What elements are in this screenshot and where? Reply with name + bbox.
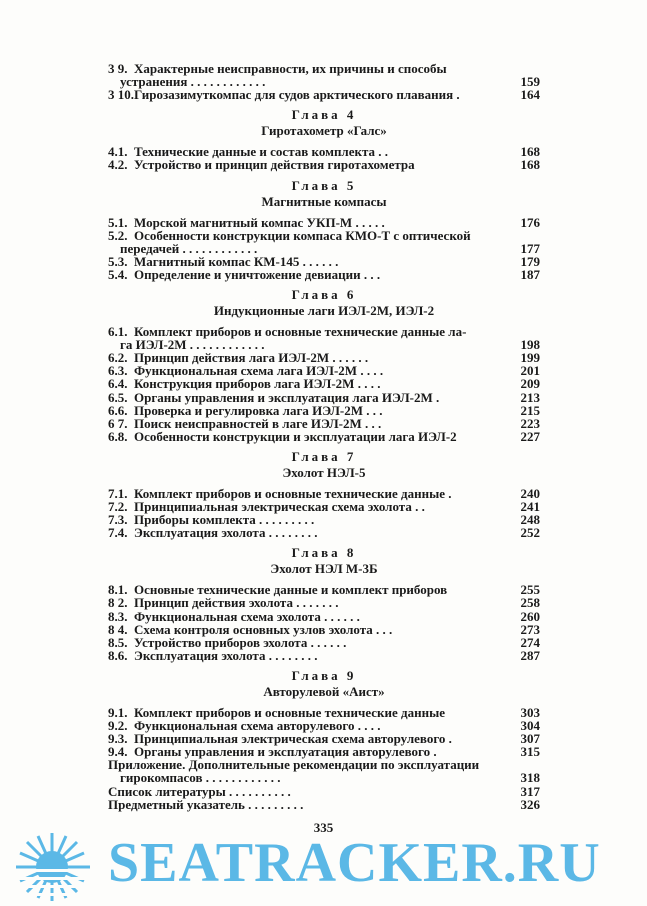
toc-entry — [108, 732, 540, 745]
toc-entry — [120, 75, 540, 88]
toc-entry — [108, 391, 540, 404]
toc-entry — [108, 785, 540, 798]
toc-entry-page: 304 — [520, 718, 540, 733]
sun-rays-icon — [6, 833, 106, 901]
toc-entry-title: Комплект приборов и основные технические данные . — [134, 485, 452, 501]
toc-entry-title: Органы управления и эксплуатация авторулевого . — [134, 744, 437, 760]
toc-entry-number: 4.2. — [108, 157, 128, 173]
toc-entry — [108, 719, 540, 732]
toc-entry-number: 8 2. — [108, 595, 128, 611]
toc-entry-title: Функциональная схема лага ИЭЛ-2М . . . . — [134, 363, 384, 379]
toc-entry-number: 8.5. — [108, 634, 128, 650]
toc-entry-title: Органы управления и эксплуатация лага ИЭЛ-2М . — [134, 389, 440, 405]
toc-entry-number: 9.2. — [108, 718, 128, 733]
toc-entry — [108, 229, 540, 242]
toc-entry — [108, 158, 540, 171]
toc-entry-title: Гирозазимуткомпас для судов арктического плавания . — [134, 87, 460, 103]
page-number: 335 — [313, 820, 334, 835]
toc-entry-title: Комплект приборов и основные технические данные ла- — [134, 324, 467, 339]
toc-entry-page: 255 — [520, 582, 540, 598]
toc-entry-number: 7.1. — [108, 485, 128, 501]
toc-entry — [108, 145, 540, 158]
chapter-title: Авторулевой «Аист» — [263, 683, 385, 699]
toc-entry-number: 8 4. — [108, 621, 128, 637]
toc-entry — [108, 583, 540, 596]
toc-entry-page: 201 — [520, 363, 540, 379]
chapter-title: Индукционные лаги ИЭЛ-2М, ИЭЛ-2 — [213, 303, 435, 318]
toc-entry — [120, 338, 540, 351]
toc-entry-title: Эксплуатация эхолота . . . . . . . . — [134, 525, 318, 541]
toc-entry — [108, 268, 540, 281]
toc-entry-title: Принцип действия лага ИЭЛ-2М . . . . . . — [134, 350, 369, 366]
toc-entry — [108, 745, 540, 758]
toc-entry-title: Устройство и принцип действия гиротахометра — [134, 157, 415, 173]
toc-entry-number: 7.2. — [108, 499, 128, 514]
toc-entry-number: 4.1. — [108, 144, 128, 160]
toc-entry — [108, 636, 540, 649]
chapter-title: Гиротахометр «Галс» — [261, 123, 387, 139]
toc-entry-number: 8.1. — [108, 582, 128, 598]
toc-entry-page: 303 — [520, 704, 540, 720]
toc-entry-title: гирокомпасов . . . . . . . . . . . . — [120, 770, 281, 786]
toc-entry-page: 159 — [520, 74, 540, 90]
toc-entry-number: 5.1. — [108, 214, 128, 230]
toc-entry-title: Устройство приборов эхолота . . . . . . — [134, 634, 347, 650]
toc-entry-page: 258 — [520, 595, 540, 611]
toc-entry-title: Характерные неисправности, их причины и способы — [134, 61, 447, 76]
chapter-label: Глава 8 — [291, 545, 357, 561]
toc-entry-title: Комплект приборов и основные технические данные — [134, 704, 446, 720]
toc-entry-page: 209 — [520, 376, 540, 392]
toc-entry-title: Технические данные и состав комплекта . . — [134, 144, 389, 160]
toc-entry — [108, 351, 540, 364]
toc-entry — [108, 758, 540, 771]
toc-entry-page: 179 — [520, 253, 540, 269]
toc-entry-page: 164 — [520, 87, 540, 103]
toc-entry-page: 326 — [520, 796, 540, 812]
toc-entry — [108, 62, 540, 75]
toc-entry-number: 8.6. — [108, 647, 128, 663]
toc-entry-page: 240 — [520, 485, 540, 501]
toc-entry-number: 6.8. — [108, 428, 128, 444]
toc-entry — [108, 377, 540, 390]
toc-entry-page: 168 — [520, 144, 540, 160]
toc-entry — [120, 771, 540, 784]
watermark-text: SEATRACKER.RU — [108, 832, 601, 894]
toc-entry-page: 227 — [520, 428, 540, 444]
toc-entry — [108, 487, 540, 500]
toc-entry-number: 8.3. — [108, 608, 128, 624]
toc-entry-number: 6.5. — [108, 389, 128, 405]
chapter-label: Глава 6 — [291, 287, 357, 302]
toc-entry-number: 6 7. — [108, 415, 128, 431]
toc-entry — [108, 255, 540, 268]
toc-entry-page: 318 — [520, 770, 540, 786]
toc-entry-title: Конструкция приборов лага ИЭЛ-2М . . . . — [134, 376, 381, 392]
toc-entry-number: 5.4. — [108, 266, 128, 282]
toc-entry-number: 6.3. — [108, 363, 128, 379]
toc-entry-page: 317 — [520, 783, 540, 799]
toc-entry-number: 9.4. — [108, 744, 128, 760]
toc-entry — [108, 513, 540, 526]
chapter-title: Эхолот НЭЛ-5 — [282, 464, 366, 480]
toc-entry — [108, 649, 540, 662]
toc-entry — [108, 706, 540, 719]
toc-entry-title: Список литературы . . . . . . . . . . — [108, 783, 291, 799]
toc-entry-title: Морской магнитный компас УКП-М . . . . . — [134, 214, 385, 230]
toc-entry-number: 6.4. — [108, 376, 128, 392]
toc-entry-number: 6.2. — [108, 350, 128, 366]
toc-entry-page: 198 — [520, 337, 540, 353]
toc-entry — [108, 364, 540, 377]
toc-entry — [108, 430, 540, 443]
toc-entry — [120, 242, 540, 255]
toc-entry-title: Особенности конструкции компаса КМО-Т с оптической — [134, 227, 471, 243]
toc-entry-number: 9.1. — [108, 704, 128, 720]
toc-entry — [108, 623, 540, 636]
chapter-title: Эхолот НЭЛ М-3Б — [270, 561, 378, 577]
toc-entry-title: Принцип действия эхолота . . . . . . . — [134, 595, 339, 611]
toc-entry-title: Магнитный компас КМ-145 . . . . . . — [134, 253, 339, 269]
toc-entry-title: га ИЭЛ-2М . . . . . . . . . . . . — [120, 337, 265, 353]
toc-entry-page: 248 — [520, 512, 540, 528]
toc-entry-title: Основные технические данные и комплект приборов — [134, 582, 448, 598]
toc-entry-title: Приборы комплекта . . . . . . . . . — [134, 512, 315, 528]
toc-entry-page: 199 — [520, 350, 540, 366]
toc-entry — [108, 88, 540, 101]
toc-entry-page: 273 — [520, 621, 540, 637]
chapter-label: Глава 9 — [291, 667, 357, 683]
toc-entry-title: Функциональная схема эхолота . . . . . . — [134, 608, 360, 624]
toc-entry-title: Поиск неисправностей в лаге ИЭЛ-2М . . . — [134, 415, 382, 431]
chapter-label: Глава 5 — [291, 177, 357, 193]
toc-entry-page: 252 — [520, 525, 540, 541]
toc-entry-page: 241 — [520, 499, 540, 514]
toc-entry-title: Функциональная схема авторулевого . . . . — [134, 718, 381, 733]
toc-entry-title: Особенности конструкции и эксплуатации лага ИЭЛ-2 — [134, 428, 457, 444]
toc-entry-title: Приложение. Дополнительные рекомендации по эксплуатации — [108, 757, 480, 773]
chapter-title: Магнитные компасы — [261, 193, 387, 209]
toc-entry-number: 7.4. — [108, 525, 128, 541]
toc-entry-number: 3 10. — [108, 87, 134, 103]
toc-entry-number: 3 9. — [108, 61, 128, 76]
toc-entry — [108, 798, 540, 811]
toc-entry-page: 307 — [520, 731, 540, 747]
toc-entry-page: 168 — [520, 157, 540, 173]
chapter-label: Глава 7 — [291, 448, 357, 464]
toc-entry-page: 223 — [520, 415, 540, 431]
toc-entry-page: 274 — [520, 634, 540, 650]
toc-entry-page: 315 — [520, 744, 540, 760]
toc-entry — [108, 404, 540, 417]
toc-entry — [108, 596, 540, 609]
toc-entry — [108, 610, 540, 623]
toc-entry-page: 176 — [520, 214, 540, 230]
toc-entry-title: Принципиальная электрическая схема эхолота . . — [134, 499, 425, 514]
toc-entry-page: 213 — [520, 389, 540, 405]
toc-entry-page: 215 — [520, 402, 540, 418]
toc-entry-title: Схема контроля основных узлов эхолота . . . — [134, 621, 393, 637]
toc-entry-page: 287 — [520, 647, 540, 663]
toc-entry-title: Принципиальная электрическая схема авторулевого . — [134, 731, 452, 747]
chapter-label: Глава 4 — [291, 107, 357, 123]
toc-entry — [108, 500, 540, 513]
toc-entry-page: 177 — [520, 240, 540, 256]
toc-entry-number: 6.6. — [108, 402, 128, 418]
toc-entry-number: 7.3. — [108, 512, 128, 528]
toc-entry — [108, 417, 540, 430]
toc-entry-number: 9.3. — [108, 731, 128, 747]
toc-entry-number: 6.1. — [108, 324, 128, 339]
toc-entry-title: передачей . . . . . . . . . . . . — [120, 240, 258, 256]
toc-entry-page: 260 — [520, 608, 540, 624]
toc-entry — [108, 526, 540, 539]
toc-entry-title: устранения . . . . . . . . . . . . — [120, 74, 266, 90]
toc-entry-title: Проверка и регулировка лага ИЭЛ-2М . . . — [134, 402, 383, 418]
toc-entry-number: 5.3. — [108, 253, 128, 269]
toc-entry-number: 5.2. — [108, 227, 128, 243]
toc-entry-page: 187 — [520, 266, 540, 282]
toc-entry-title: Определение и уничтожение девиации . . . — [134, 266, 381, 282]
toc-entry — [108, 325, 540, 338]
toc-entry-title: Предметный указатель . . . . . . . . . — [108, 796, 304, 812]
toc-entry — [108, 216, 540, 229]
toc-entry-title: Эксплуатация эхолота . . . . . . . . — [134, 647, 318, 663]
